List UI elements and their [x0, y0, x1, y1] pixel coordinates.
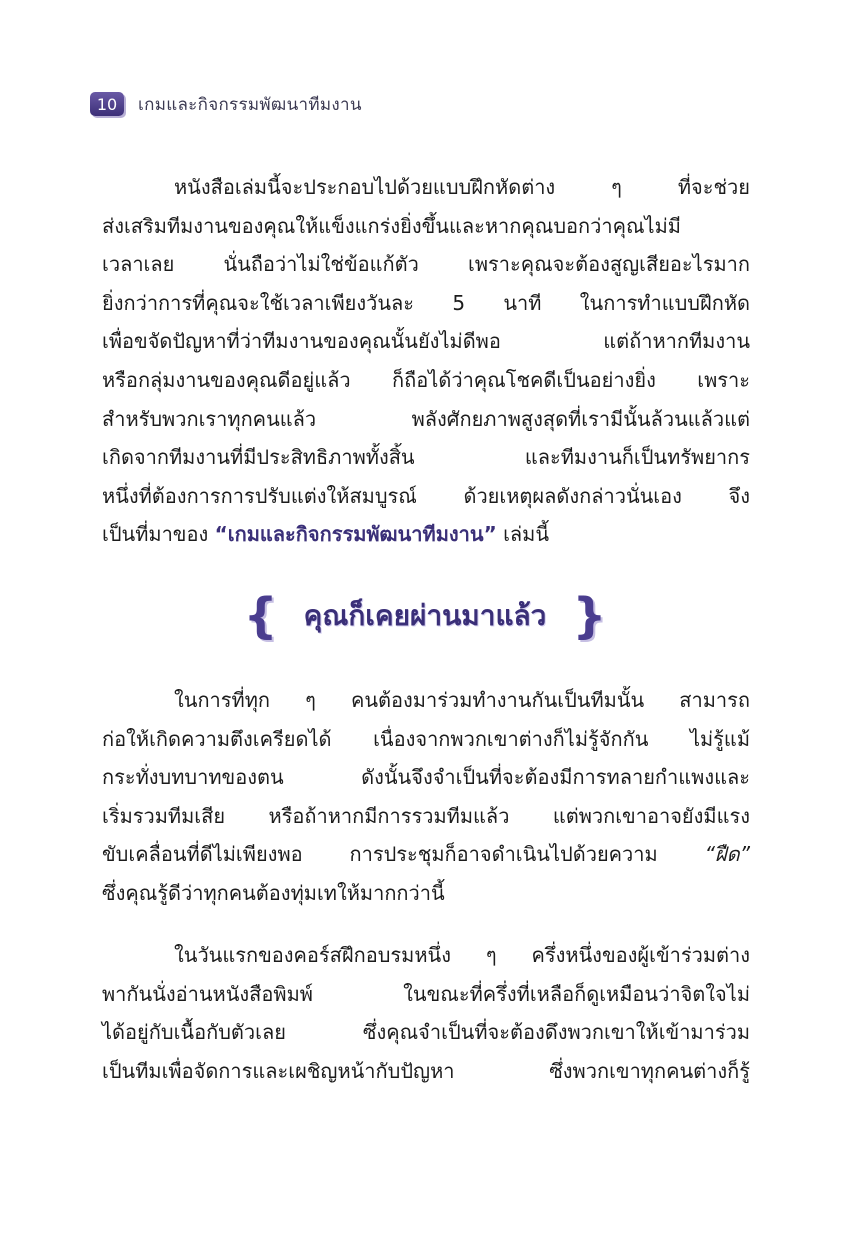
paragraph-line	[102, 835, 750, 874]
paragraph-line: พากันนั่งอ่านหนังสือพิมพ์ ในขณะที่ครึ่งที่เหลือก็ดูเหมือนว่าจิตใจไม่	[102, 981, 750, 1006]
running-title: เกมและกิจกรรมพัฒนาทีมงาน	[138, 94, 362, 115]
intro-paragraph	[102, 168, 750, 554]
paragraph-line: เกิดจากทีมงานที่มีประสิทธิภาพทั้งสิ้น และทีมงานก็เป็นทรัพยากร	[102, 445, 750, 470]
page-number-badge: 10	[90, 92, 124, 116]
paragraph-line: เพื่อขจัดปัญหาที่ว่าทีมงานของคุณนั้นยังไม่ดีพอ แต่ถ้าหากทีมงาน	[102, 329, 750, 354]
paragraph-line: ยิ่งกว่าการที่คุณจะใช้เวลาเพียงวันละ 5 นาที ในการทำแบบฝึกหัด	[102, 290, 750, 315]
section-heading-block	[240, 588, 610, 644]
paragraph-last-line	[102, 515, 750, 554]
paragraph-line: เริ่มรวมทีมเสีย หรือถ้าหากมีการรวมทีมแล้ว แต่พวกเขาอาจยังมีแรง	[102, 803, 750, 828]
right-brace-ornament: }	[572, 588, 607, 644]
paragraph-line: หรือกลุ่มงานของคุณดีอยู่แล้ว ก็ถือได้ว่าคุณโชคดีเป็นอย่างยิ่ง เพราะ	[102, 367, 750, 392]
paragraph-line: ได้อยู่กับเนื้อกับตัวเลย ซึ่งคุณจำเป็นที่จะต้องดึงพวกเขาให้เข้ามาร่วม	[102, 1020, 750, 1045]
left-brace-ornament: {	[243, 588, 278, 644]
running-header	[90, 91, 362, 117]
section-paragraph-2	[102, 936, 750, 1090]
paragraph-line: ในวันแรกของคอร์สฝึกอบรมหนึ่ง ๆ ครึ่งหนึ่งของผู้เข้าร่วมต่าง	[174, 943, 750, 967]
paragraph-line: กระทั่งบทบาทของตน ดังนั้นจึงจำเป็นที่จะต้องมีการทลายกำแพงและ	[102, 765, 750, 790]
paragraph-line: หนึ่งที่ต้องการการปรับแต่งให้สมบูรณ์ ด้วยเหตุผลดังกล่าวนั่นเอง จึง	[102, 483, 750, 508]
book-title-emphasis: “เกมและกิจกรรมพัฒนาทีมงาน”	[214, 522, 497, 547]
text-segment: เป็นที่มาของ	[102, 522, 215, 547]
paragraph-line: สำหรับพวกเราทุกคนแล้ว พลังศักยภาพสูงสุดที่เรามีนั้นล้วนแล้วแต่	[102, 406, 750, 431]
text-segment: ขับเคลื่อนที่ดีไม่เพียงพอ การประชุมก็อาจดำเนินไปด้วยความ	[102, 842, 658, 867]
section-heading: คุณก็เคยผ่านมาแล้ว	[303, 599, 547, 632]
paragraph-line: ส่งเสริมทีมงานของคุณให้แข็งแกร่งยิ่งขึ้นและหากคุณบอกว่าคุณไม่มี	[102, 213, 681, 238]
paragraph-last-line: ซึ่งคุณรู้ดีว่าทุกคนต้องทุ่มเทให้มากกว่านี้	[102, 880, 445, 905]
paragraph-line: ในการที่ทุก ๆ คนต้องมาร่วมทำงานกันเป็นทีมนั้น สามารถ	[174, 688, 750, 712]
paragraph-line: ก่อให้เกิดความตึงเครียดได้ เนื่องจากพวกเขาต่างก็ไม่รู้จักกัน ไม่รู้แม้	[102, 726, 750, 751]
paragraph-line: เวลาเลย นั่นถือว่าไม่ใช่ข้อแก้ตัว เพราะคุณจะต้องสูญเสียอะไรมาก	[102, 252, 750, 277]
paragraph-line: หนังสือเล่มนี้จะประกอบไปด้วยแบบฝึกหัดต่าง ๆ ที่จะช่วย	[174, 175, 750, 199]
text-segment: เล่มนี้	[496, 522, 550, 547]
section-paragraph-1	[102, 681, 750, 913]
paragraph-line: เป็นทีมเพื่อจัดการและเผชิญหน้ากับปัญหา ซึ่งพวกเขาทุกคนต่างก็รู้	[102, 1058, 750, 1083]
italic-quote: “ฝืด”	[704, 842, 750, 867]
